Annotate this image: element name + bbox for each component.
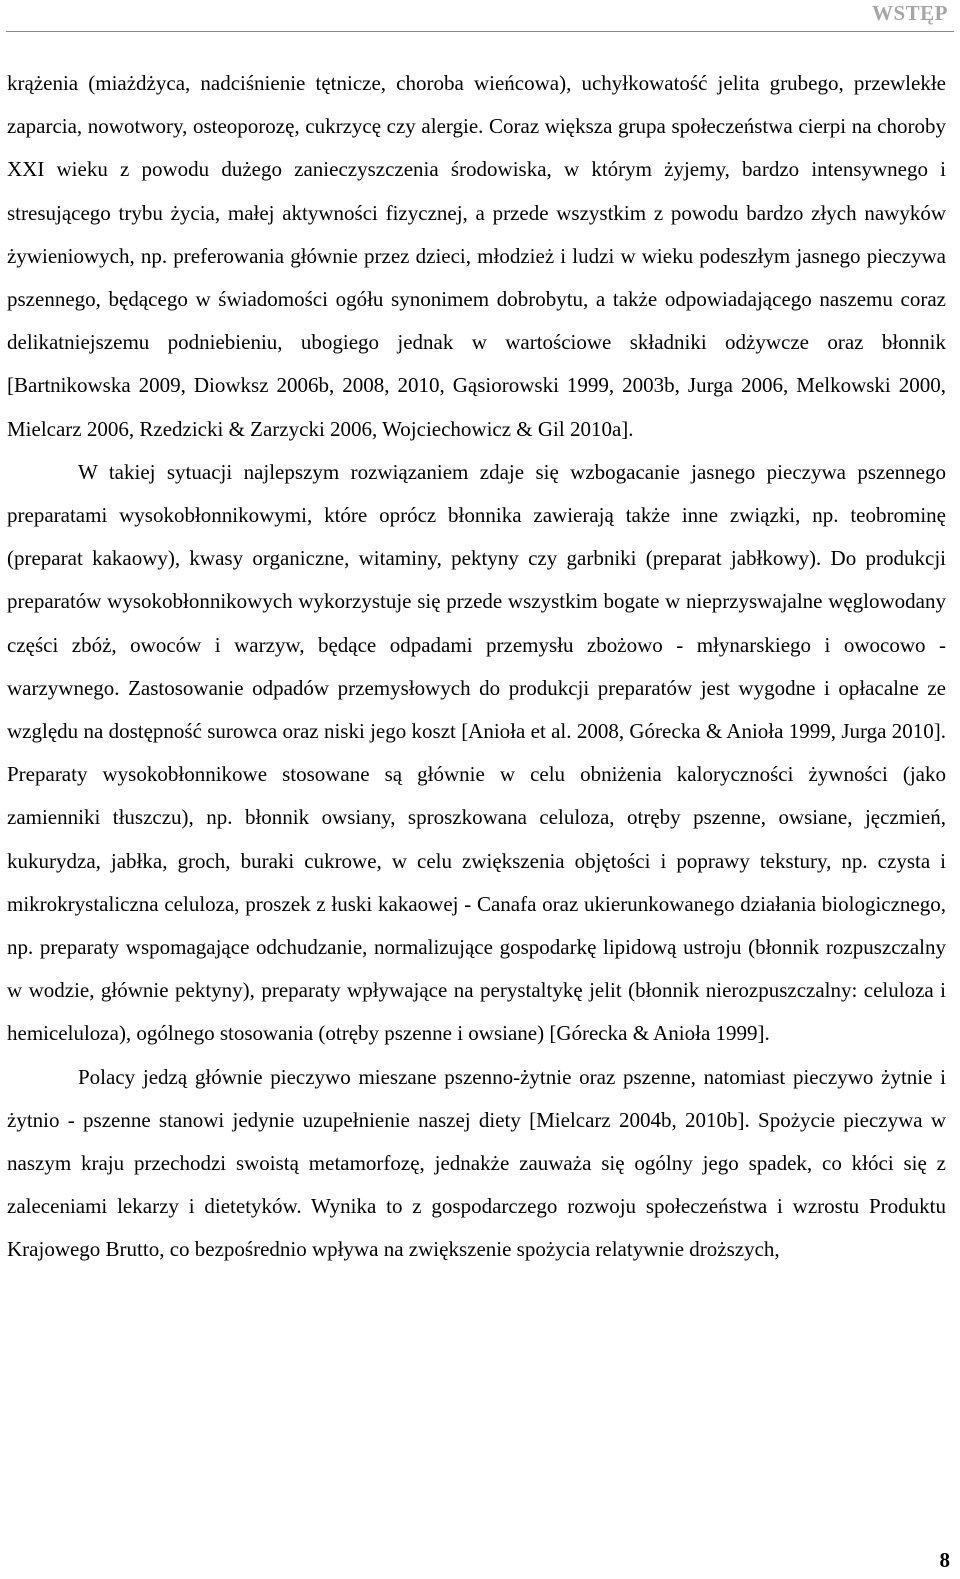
header-divider	[6, 31, 954, 32]
running-header-title: WSTĘP	[871, 1, 948, 25]
paragraph-1: krążenia (miażdżyca, nadciśnienie tętnicze, choroba wieńcowa), uchyłkowatość jelita grubego, przewlekłe zaparcia, nowotwory, osteoporozę, cukrzycę czy alergie. Coraz większa grupa społeczeństwa cierpi na choroby XXI wieku z powodu dużego zanieczyszczenia środowiska, w którym żyjemy, bardzo intensywnego i stresującego trybu życia, małej aktywności fizycznej, a przede wszystkim z powodu bardzo złych nawyków żywieniowych, np. preferowania głównie przez dzieci, młodzież i ludzi w wieku podeszłym jasnego pieczywa pszennego, będącego w świadomości ogółu synonimem dobrobytu, a także odpowiadającego naszemu coraz delikatniejszemu podniebieniu, ubogiego jednak w wartościowe składniki odżywcze oraz błonnik [Bartnikowska 2009, Diowksz 2006b, 2008, 2010, Gąsiorowski 1999, 2003b, Jurga 2006, Melkowski 2000, Mielcarz 2006, Rzedzicki & Zarzycki 2006, Wojciechowicz & Gil 2010a].	[7, 71, 946, 441]
paragraph-3: Polacy jedzą głównie pieczywo mieszane pszenno-żytnie oraz pszenne, natomiast pieczywo żytnie i żytnio - pszenne stanowi jedynie uzupełnienie naszej diety [Mielcarz 2004b, 2010b]. Spożycie pieczywa w naszym kraju przechodzi swoistą metamorfozę, jednakże zauważa się ogólny jego spadek, co kłóci się z zaleceniami lekarzy i dietetyków. Wynika to z gospodarczego rozwoju społeczeństwa i wzrostu Produktu Krajowego Brutto, co bezpośrednio wpływa na zwiększenie spożycia relatywnie droższych,	[7, 1064, 946, 1262]
page-number: 8	[939, 1548, 950, 1572]
paragraph-2: W takiej sytuacji najlepszym rozwiązaniem zdaje się wzbogacanie jasnego pieczywa pszennego preparatami wysokobłonnikowymi, które oprócz błonnika zawierają także inne związki, np. teobrominę (preparat kakaowy), kwasy organiczne, witaminy, pektyny czy garbniki (preparat jabłkowy). Do produkcji preparatów wysokobłonnikowych wykorzystuje się przede wszystkim bogate w nieprzyswajalne węglowodany części zbóż, owoców i warzyw, będące odpadami przemysłu zbożowo - młynarskiego i owocowo - warzywnego. Zastosowanie odpadów przemysłowych do produkcji preparatów jest wygodne i opłacalne ze względu na dostępność surowca oraz niski jego koszt [Anioła et al. 2008, Górecka & Anioła 1999, Jurga 2010]. Preparaty wysokobłonnikowe stosowane są głównie w celu obniżenia kaloryczności żywności (jako zamienniki tłuszczu), np. błonnik owsiany, sproszkowana celuloza, otręby pszenne, owsiane, jęczmień, kukurydza, jabłka, groch, buraki cukrowe, w celu zwiększenia objętości i poprawy tekstury, np. czysta i mikrokrystaliczna celuloza, proszek z łuski kakaowej - Canafa oraz ukierunkowanego działania biologicznego, np. preparaty wspomagające odchudzanie, normalizujące gospodarkę lipidową ustroju (błonnik rozpuszczalny w wodzie, głównie pektyny), preparaty wpływające na perystaltykę jelit (błonnik nierozpuszczalny: celuloza i hemiceluloza), ogólnego stosowania (otręby pszenne i owsiane) [Górecka & Anioła 1999].	[7, 459, 946, 1046]
page-body	[7, 62, 946, 1272]
